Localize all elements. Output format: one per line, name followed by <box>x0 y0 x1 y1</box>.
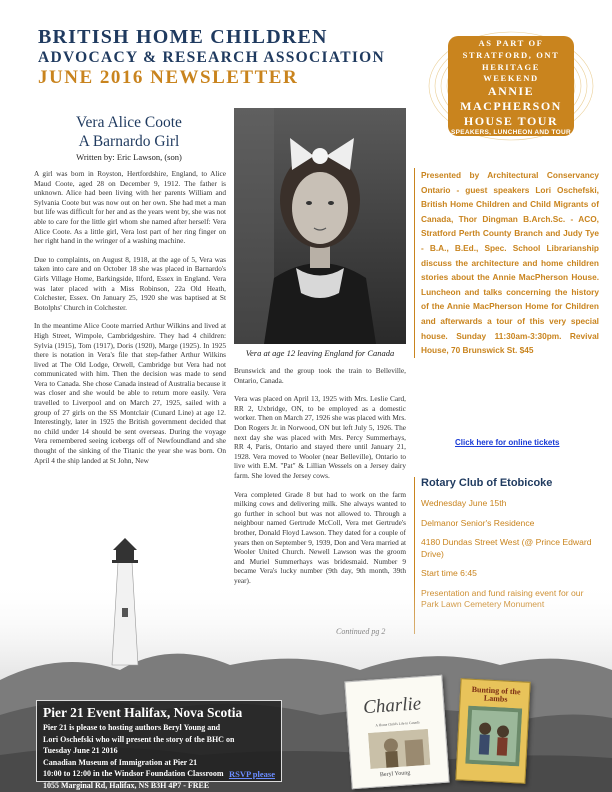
story-paragraph: Vera completed Grade 8 but had to work on the farm milking cows and delivering milk. She always wanted to go further in school but was not allowed to. Through a neighbour named Gertrude McColl, Vera met Gertrude's brother, Donald Floyd Lawson. They dated for a couple of years then on September 9, 1939, Don and Vera married at Wooler United Church. Newell Lawson was the groom and Muriel Summerhays was bridesmaid. Number 9 became Vera's lucky number (9th day, 9th month, 39th <box>234 489 406 576</box>
story-paragraph: Due to complaints, on August 8, 1918, at the age of 5, Vera was taken into care and on October 18 she was placed in Barnardo's Girls Village Home, Barkingside, Ilford, Essex in England. Vera was later placed with a Miss Robinson, 22a Old Heath, Colchester, Essex. On January 25, 1920 she was baptised at St Botolphs' Church in Colchester. <box>34 254 226 312</box>
badge-line: STRATFORD, ONT <box>462 50 560 60</box>
pier21-line: Pier 21 is please to hosting authors Beryl Young and <box>43 723 221 732</box>
story-paragraph: Vera was placed on April 13, 1925 with Mrs. Leslie Card, RR 2, Uxbridge, ON, to be employed as a domestic worker. Then on March 27, 1926 she was placed with Mrs. Don Rogers Jr. in Norwood, ON but left July 5, 1926. The next day she was placed with Mrs. Percy Summerhays, RR 4, Paris, Ontario and stayed there until January 21, 1928. Vera moved to Wooler (near Belleville), Ontario to live with E.M. "Pat" & Lillian Wessels on a Jersey dairy farm. She loved the Jersey cows. <box>234 394 406 480</box>
book-subtitle: A Home Child's Life in Canada <box>375 720 420 728</box>
association-name: ADVOCACY & RESEARCH ASSOCIATION <box>38 49 386 66</box>
book-title: Bunting of the Lambs <box>471 684 521 704</box>
rotary-time: Start time 6:45 <box>421 568 477 578</box>
pier21-line: Lori Oschefski who will present the story of the BHC on <box>43 734 235 744</box>
pier21-title: Pier 21 Event Halifax, Nova Scotia <box>43 705 243 720</box>
photo-caption: Vera at age 12 leaving England for Canada <box>245 348 395 358</box>
book-cover-charlie <box>344 675 449 790</box>
story-paragraph: Brunswick and the group took the train to Belleville, Ontario, Canada. <box>234 366 406 385</box>
rotary-title: Rotary Club of Etobicoke <box>421 477 553 489</box>
pier21-event-box <box>36 700 282 790</box>
annie-macpherson-event <box>414 168 599 358</box>
book-title: Charlie <box>362 693 422 719</box>
story-title-line: A Barnardo Girl <box>78 133 180 150</box>
story-title-line: Vera Alice Coote <box>76 114 182 131</box>
book-cover-illustration <box>465 706 522 767</box>
story-column-1 <box>34 169 226 474</box>
rsvp-link[interactable]: RSVP please <box>228 769 275 779</box>
badge-line: HOUSE TOUR <box>463 114 559 128</box>
vera-portrait-photo <box>234 108 406 344</box>
book-cover-illustration <box>368 729 430 769</box>
badge-line: HERITAGE <box>482 62 540 72</box>
badge-subtitle: SPEAKERS, LUNCHEON AND TOUR <box>450 129 572 136</box>
book-author: Beryl Young <box>379 770 411 779</box>
story-paragraph: A girl was born in Royston, Hertfordshire, England, to Alice Maud Coote, aged 28 on December 9, 1912. The father is unknown. Alice had been living with her parents William and Sylvania Coote but was now out on her own. She had met a man but life was difficult for her and as the years went by, she was not able to care for the little girl whom she named after herself: Vera Alice Coote. As a little girl, Vera lost part of her ring finger on her right hand in the wringer of a washing machine. <box>34 169 226 246</box>
badge-line: WEEKEND <box>483 73 539 83</box>
pier21-line: 1055 Marginal Rd, Halifax, NS B3H 4P7 - FREE <box>43 780 210 790</box>
story-paragraph: In the meantime Alice Coote married Arthur Wilkins and lived at High Street, Wimpole, Cambridgeshire. They had 4 children: Sylvia (1915), Tom (1917), Doris (1920), Marge (1925). In 1925 there is notation in Vera's file that step-father Arthur Wilkins lived at The Old Lodge, Orwell, Cambridge but Vera had not communicated with him. Then the decision was made to send Vera to Canada. She chose Canada instead of Australia because it was closer and she would be able to return more easily. Vera travelled to Liverpool and on March 27, 1925, sailed with a group of 27 girls on the SS Montclair (Cunard Line) at age 12. Interestingly, later in 1925 the British government decided that no child under 14 should be sent overseas. During the voyage Vera remembered seeing icebergs off of Newfoundland and she thought of the sinking of the Titanic the year she was born. On April 4 the ship landed at St John, New <box>34 321 226 465</box>
issue-title: JUNE 2016 NEWSLETTER <box>38 67 299 88</box>
heritage-tour-badge <box>426 30 596 142</box>
story-title <box>34 113 224 151</box>
pier21-line: Canadian Museum of Immigration at Pier 21 <box>43 757 198 767</box>
badge-line: ANNIE <box>487 84 535 98</box>
pier21-line: Tuesday June 21 2016 <box>43 746 118 755</box>
rotary-address: 4180 Dundas Street West (@ Prince Edward Drive) <box>421 537 592 559</box>
book-cover-bunting <box>455 678 530 784</box>
online-tickets-link[interactable]: Click here for online tickets <box>455 438 560 447</box>
newsletter-title: BRITISH HOME CHILDREN <box>38 26 328 48</box>
badge-line: AS PART OF <box>478 38 544 48</box>
pier21-line: 10:00 to 12:00 in the Windsor Foundation Classroom <box>43 769 224 778</box>
rotary-venue: Delmanor Senior's Residence <box>421 517 535 528</box>
story-byline: Written by: Eric Lawson, (son) <box>76 152 182 162</box>
event-description: Presented by Architectural Conservancy Ontario - guest speakers Lori Oschefski, British Home Children and Child Migrants of Canada, Thor Dingman B.Arch.Sc. - ACO, Stratford Perth County Branch and Judy Tye - B.A., B.Ed., Spec. School Librarianship discuss the architecture and home children stories about the Annie MacPherson House. Luncheon and talks concerning the history of the Annie MacPherson Home for Children and afterwards a tour of this very special house. Sunday 11:30am-3:30pm. Revival House, 70 Brunswick St. $45 <box>421 170 599 356</box>
rotary-date: Wednesday June 15th <box>421 498 507 508</box>
badge-line: MACPHERSON <box>460 99 562 113</box>
